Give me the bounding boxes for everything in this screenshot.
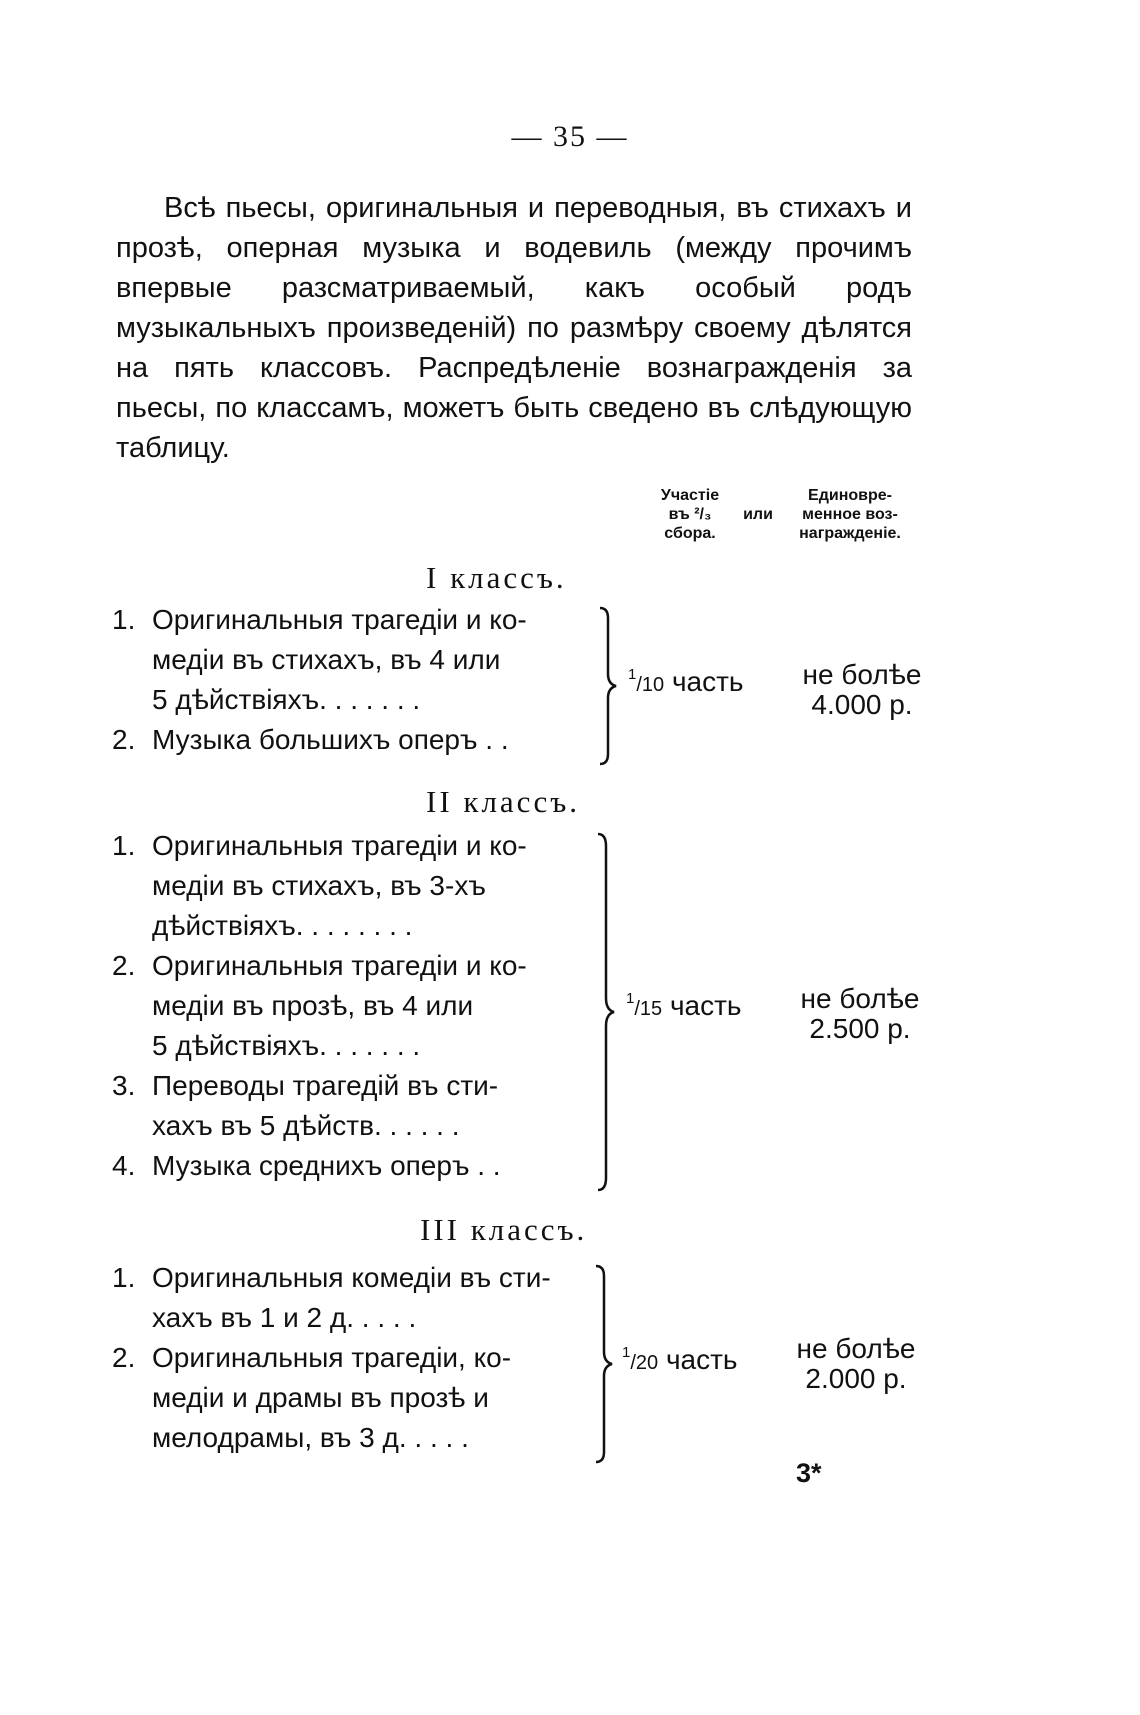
reward-value xyxy=(776,1334,936,1394)
item-number: 2. xyxy=(112,1342,136,1373)
item-line: хахъ въ 1 и 2 д. . . . . xyxy=(152,1302,417,1333)
item-number: 1. xyxy=(112,1262,136,1293)
item-number: 3. xyxy=(112,1070,136,1101)
item-line: Оригинальныя комедіи въ сти- xyxy=(152,1262,551,1293)
item-line: 5 дѣйствіяхъ. . . . . . . xyxy=(152,1030,421,1061)
class-title: III классъ. xyxy=(420,1212,588,1247)
page-number: — 35 — xyxy=(511,120,629,153)
or-label: или xyxy=(743,506,773,523)
share-denominator: /15 xyxy=(634,998,663,1020)
brace-icon xyxy=(594,832,618,1192)
intro-text: Всѣ пьесы, оригинальныя и переводныя, въ стихахъ и прозѣ, оперная музыка и водевиль (между прочимъ впервые разсматриваемый, какъ особый родъ музыкальныхъ произведеній) по размѣру своему дѣлятся на пять классовъ. Распредѣленіе вознагражденія за пьесы, по классамъ, можетъ быть сведено въ слѣдующую таблицу. xyxy=(116,192,912,464)
reward-line: 2.500 р. xyxy=(809,1013,911,1044)
share-header-line: Участіе xyxy=(660,487,720,504)
item-number: 4. xyxy=(112,1150,136,1181)
reward-line: не болѣе xyxy=(802,659,922,690)
share-word: часть xyxy=(671,666,744,697)
item-line: Оригинальныя трагедіи, ко- xyxy=(152,1342,512,1373)
share-header-line: сбора. xyxy=(664,525,716,542)
intro-paragraph xyxy=(116,188,912,468)
class-title: I классъ. xyxy=(426,560,567,595)
share-value xyxy=(626,990,742,1022)
share-word: часть xyxy=(665,1344,738,1375)
item-line: Переводы трагедій въ сти- xyxy=(152,1070,499,1101)
item-line: Музыка среднихъ оперъ . . xyxy=(152,1150,501,1181)
brace-icon xyxy=(596,606,620,766)
item-line: мелодрамы, въ 3 д. . . . . xyxy=(152,1422,469,1453)
item-line: Музыка большихъ оперъ . . xyxy=(152,724,509,755)
share-denominator: /20 xyxy=(630,1352,659,1374)
item-number: 1. xyxy=(112,604,136,635)
lump-header-line: Единовре- xyxy=(808,487,892,504)
lump-header-line: награжденіе. xyxy=(799,525,901,542)
lump-header-line: менное воз- xyxy=(802,506,898,523)
reward-line: не болѣе xyxy=(796,1333,916,1364)
reward-value xyxy=(782,660,942,720)
share-header-line: въ ²/₃ xyxy=(668,506,712,523)
share-numerator: 1 xyxy=(622,1344,631,1361)
item-line: хахъ въ 5 дѣйств. . . . . . xyxy=(152,1110,460,1141)
class-title: II классъ. xyxy=(426,784,580,819)
share-value xyxy=(622,1344,738,1376)
item-line: 5 дѣйствіяхъ. . . . . . . xyxy=(152,684,421,715)
share-numerator: 1 xyxy=(626,990,635,1007)
share-value xyxy=(628,666,744,698)
item-line: Оригинальныя трагедіи и ко- xyxy=(152,604,527,635)
reward-line: 4.000 р. xyxy=(811,689,913,720)
item-line: дѣйствіяхъ. . . . . . . . xyxy=(152,910,413,941)
signature-mark: 3* xyxy=(796,1458,822,1488)
item-line: медіи въ прозѣ, въ 4 или xyxy=(152,990,474,1021)
share-numerator: 1 xyxy=(628,666,637,683)
item-line: Оригинальныя трагедіи и ко- xyxy=(152,830,527,861)
item-line: медіи и драмы въ прозѣ и xyxy=(152,1382,489,1413)
item-number: 2. xyxy=(112,724,136,755)
item-line: Оригинальныя трагедіи и ко- xyxy=(152,950,527,981)
reward-line: не болѣе xyxy=(800,983,920,1014)
reward-value xyxy=(780,984,940,1044)
share-denominator: /10 xyxy=(636,674,665,696)
lump-sum-column-header xyxy=(780,486,920,543)
brace-icon xyxy=(592,1264,616,1464)
share-word: часть xyxy=(669,990,742,1021)
item-number: 1. xyxy=(112,830,136,861)
item-number: 2. xyxy=(112,950,136,981)
item-line: медіи въ стихахъ, въ 4 или xyxy=(152,644,501,675)
share-column-header xyxy=(640,486,740,543)
reward-line: 2.000 р. xyxy=(805,1363,907,1394)
item-line: медіи въ стихахъ, въ 3-хъ xyxy=(152,870,486,901)
